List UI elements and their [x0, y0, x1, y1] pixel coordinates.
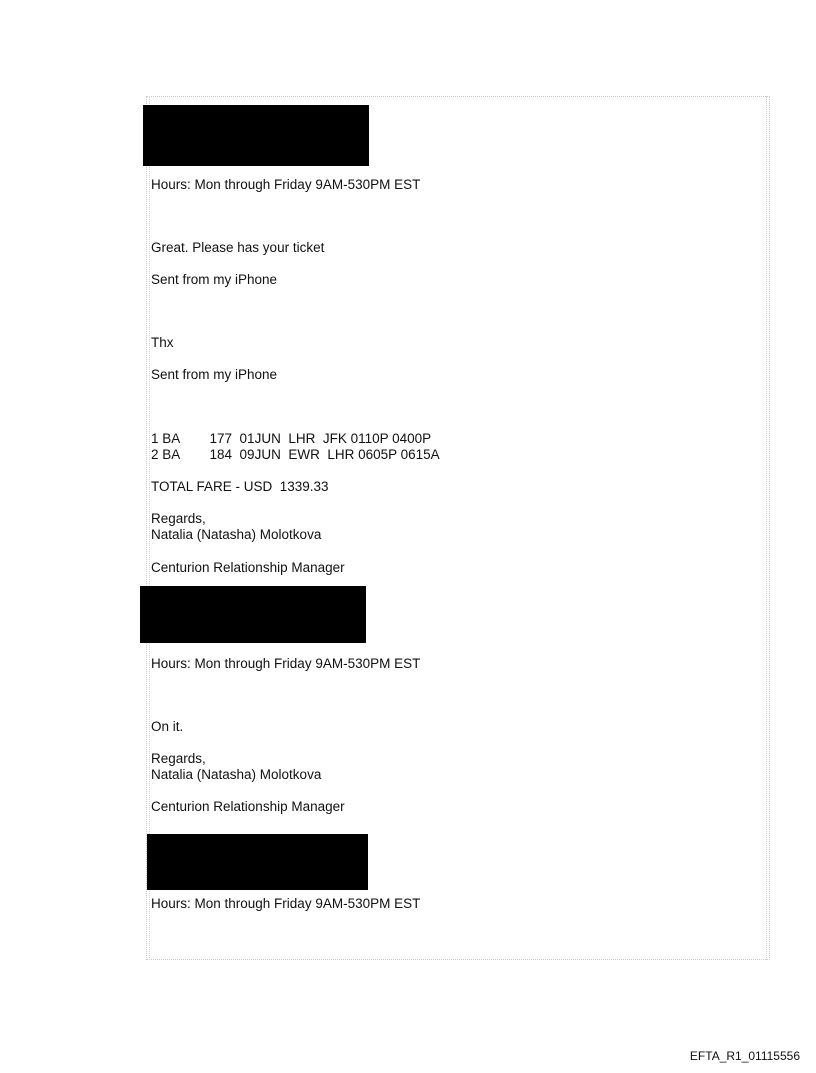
- bates-number: EFTA_R1_01115556: [689, 1049, 800, 1063]
- frame-border-right: [766, 96, 768, 960]
- itinerary-line-1: 1 BA 177 01JUN LHR JFK 0110P 0400P: [151, 431, 432, 446]
- sender-title-2: Centurion Relationship Manager: [151, 799, 345, 814]
- total-fare: TOTAL FARE - USD 1339.33: [151, 479, 329, 494]
- redaction-block-1: [143, 105, 369, 166]
- redaction-block-3: [147, 834, 368, 890]
- itinerary-line-2: 2 BA 184 09JUN EWR LHR 0605P 0615A: [151, 447, 440, 462]
- message-thx: Thx: [151, 335, 174, 350]
- signature-sent-2: Sent from my iPhone: [151, 367, 278, 382]
- regards-1: Regards,: [151, 511, 206, 526]
- regards-2: Regards,: [151, 751, 206, 766]
- sender-title-1: Centurion Relationship Manager: [151, 560, 345, 575]
- hours-line-3: Hours: Mon through Friday 9AM-530PM EST: [151, 896, 421, 911]
- sender-name-2: Natalia (Natasha) Molotkova: [151, 767, 322, 782]
- hours-line-1: Hours: Mon through Friday 9AM-530PM EST: [151, 177, 421, 192]
- message-great: Great. Please has your ticket: [151, 240, 325, 255]
- signature-sent-1: Sent from my iPhone: [151, 272, 278, 287]
- sender-name-1: Natalia (Natasha) Molotkova: [151, 527, 322, 542]
- message-on-it: On it.: [151, 719, 184, 734]
- redaction-block-2: [140, 586, 366, 643]
- hours-line-2: Hours: Mon through Friday 9AM-530PM EST: [151, 656, 421, 671]
